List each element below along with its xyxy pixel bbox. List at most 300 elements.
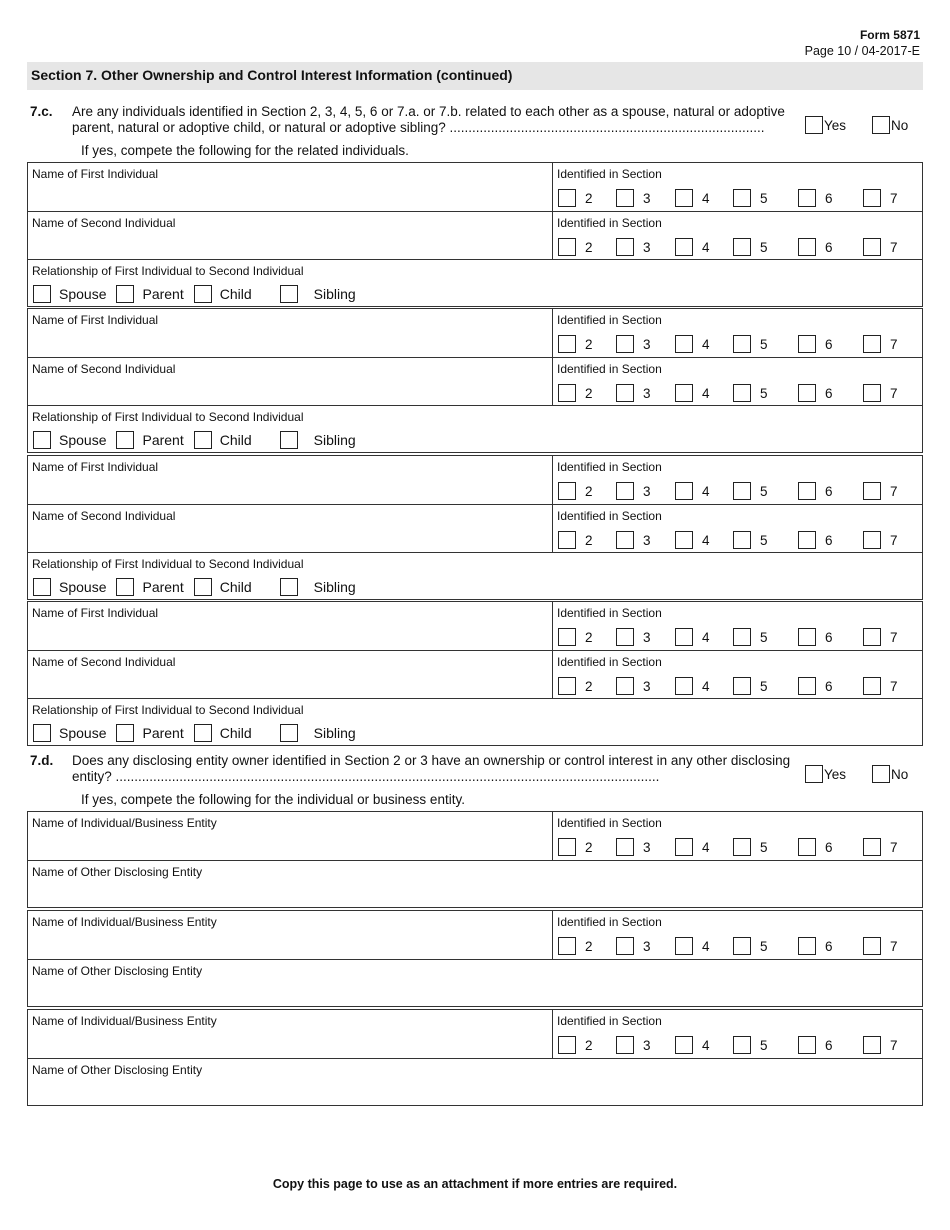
section-5-checkbox[interactable] [733,189,751,207]
identified-in-section-field [552,911,922,959]
field-label: Identified in Section [557,313,662,327]
other-entity-row [28,1058,922,1105]
option-label: 6 [825,483,833,499]
option-label: 4 [702,385,710,401]
section-7-checkbox[interactable] [863,531,881,549]
option-label: 2 [585,483,593,499]
sibling-checkbox[interactable] [280,724,298,742]
section-option-3 [616,189,651,207]
section-option-5 [733,628,768,646]
first-individual-name-field[interactable] [28,163,552,211]
section-option-4 [675,628,710,646]
field-label: Name of First Individual [32,606,159,620]
yes-label: Yes [824,117,847,133]
option-label: 2 [585,239,593,255]
section-3-checkbox[interactable] [616,1036,634,1054]
field-label: Identified in Section [557,915,662,929]
option-label: 4 [702,629,710,645]
first-individual-row [28,602,922,650]
parent-checkbox[interactable] [116,724,134,742]
child-checkbox[interactable] [194,431,212,449]
section-2-checkbox[interactable] [558,1036,576,1054]
section-option-5 [733,238,768,256]
first-individual-row [28,163,922,211]
related-individuals-group-2 [27,308,923,453]
relationship-field [28,406,922,452]
section-4-checkbox[interactable] [675,838,693,856]
section-option-5 [733,937,768,955]
section-4-checkbox[interactable] [675,482,693,500]
option-label: 3 [643,532,651,548]
field-label: Name of Second Individual [32,216,176,230]
question-7d-instruction: If yes, compete the following for the individual or business entity. [81,792,465,807]
section-3-checkbox[interactable] [616,677,634,695]
option-label: Child [219,432,252,448]
section-option-4 [675,1036,710,1054]
option-label: 4 [702,336,710,352]
section-4-checkbox[interactable] [675,937,693,955]
section-6-checkbox[interactable] [798,335,816,353]
section-2-checkbox[interactable] [558,189,576,207]
section-option-6 [798,384,833,402]
section-7-checkbox[interactable] [863,335,881,353]
option-label: 6 [825,190,833,206]
section-7-checkbox[interactable] [863,189,881,207]
section-4-checkbox[interactable] [675,238,693,256]
option-label: 6 [825,1037,833,1053]
second-individual-row [28,211,922,259]
entity-name-field[interactable] [28,1010,552,1058]
option-label: 4 [702,839,710,855]
option-label: 3 [643,1037,651,1053]
option-label: Sibling [313,286,356,302]
option-label: 5 [760,483,768,499]
section-3-checkbox[interactable] [616,628,634,646]
identified-in-section-field [552,309,922,357]
section-option-3 [616,1036,651,1054]
option-label: 7 [890,839,898,855]
yes-label: Yes [824,766,847,782]
option-label: 7 [890,336,898,352]
field-label: Identified in Section [557,816,662,830]
section-option-2 [558,628,593,646]
section-option-7 [863,189,898,207]
option-label: 7 [890,629,898,645]
sibling-checkbox[interactable] [280,578,298,596]
option-label: 5 [760,629,768,645]
section-2-checkbox[interactable] [558,335,576,353]
other-disclosing-entity-field[interactable] [28,861,922,907]
relationship-parent [116,285,183,303]
entity-name-field[interactable] [28,911,552,959]
section-option-4 [675,335,710,353]
section-7-checkbox[interactable] [863,238,881,256]
option-label: 3 [643,190,651,206]
section-5-checkbox[interactable] [733,838,751,856]
entity-row [28,812,922,860]
field-label: Identified in Section [557,1014,662,1028]
field-label: Name of Other Disclosing Entity [32,964,203,978]
option-label: Sibling [313,725,356,741]
form-number: Form 5871 [859,28,920,42]
relationship-row [28,698,922,745]
field-label: Relationship of First Individual to Second Individual [32,557,304,571]
section-7-checkbox[interactable] [863,384,881,402]
identified-in-section-field [552,505,922,552]
footer-note: Copy this page to use as an attachment if more entries are required. [272,1177,678,1191]
identified-in-section-field [552,358,922,405]
option-label: Parent [142,286,184,302]
section-option-2 [558,531,593,549]
section-option-6 [798,677,833,695]
second-individual-row [28,357,922,405]
section-option-3 [616,677,651,695]
option-label: 2 [585,1037,593,1053]
relationship-parent [116,431,183,449]
option-label: 6 [825,938,833,954]
option-label: 5 [760,385,768,401]
option-label: Sibling [313,432,356,448]
section-option-2 [558,189,593,207]
relationship-field [28,699,922,745]
section-5-checkbox[interactable] [733,238,751,256]
section-7-checkbox[interactable] [863,937,881,955]
disclosing-entity-group-3 [27,1009,923,1106]
question-7c-no [872,116,908,134]
option-label: 2 [585,190,593,206]
option-label: 7 [890,678,898,694]
field-label: Name of First Individual [32,460,159,474]
section-option-2 [558,335,593,353]
relationship-sibling [280,431,356,449]
section-option-7 [863,384,898,402]
section-3-checkbox[interactable] [616,238,634,256]
second-individual-row [28,504,922,552]
relationship-row [28,259,922,306]
option-label: Spouse [59,432,107,448]
spouse-checkbox[interactable] [33,431,51,449]
section-2-checkbox[interactable] [558,531,576,549]
field-label: Name of Second Individual [32,509,176,523]
field-label: Identified in Section [557,362,662,376]
relationship-spouse [33,724,106,742]
option-label: 7 [890,938,898,954]
field-label: Name of Second Individual [32,655,176,669]
section-3-checkbox[interactable] [616,838,634,856]
section-3-checkbox[interactable] [616,335,634,353]
option-label: 6 [825,336,833,352]
section-option-5 [733,189,768,207]
section-7-checkbox[interactable] [863,838,881,856]
field-label: Identified in Section [557,167,662,181]
section-7-checkbox[interactable] [863,677,881,695]
sibling-checkbox[interactable] [280,431,298,449]
section-6-checkbox[interactable] [798,531,816,549]
field-label: Name of Other Disclosing Entity [32,1063,203,1077]
section-6-checkbox[interactable] [798,1036,816,1054]
section-option-3 [616,238,651,256]
option-label: Child [219,286,252,302]
section-option-6 [798,937,833,955]
spouse-checkbox[interactable] [33,285,51,303]
section-option-6 [798,335,833,353]
section-2-checkbox[interactable] [558,628,576,646]
section-4-checkbox[interactable] [675,677,693,695]
question-7c [30,104,923,144]
option-label: 4 [702,532,710,548]
section-5-checkbox[interactable] [733,335,751,353]
option-label: 5 [760,532,768,548]
option-label: 6 [825,629,833,645]
second-individual-name-field[interactable] [28,212,552,259]
option-label: 2 [585,938,593,954]
question-7c-number: 7.c. [30,104,53,119]
section-3-checkbox[interactable] [616,937,634,955]
section-2-checkbox[interactable] [558,482,576,500]
page-number: Page 10 / 04-2017-E [804,44,920,58]
section-option-5 [733,482,768,500]
field-label: Name of Individual/Business Entity [32,816,217,830]
section-option-7 [863,628,898,646]
section-option-5 [733,1036,768,1054]
no-label: No [891,117,909,133]
section-option-3 [616,482,651,500]
other-entity-row [28,860,922,907]
identified-in-section-field [552,1010,922,1058]
relationship-spouse [33,578,106,596]
section-option-2 [558,1036,593,1054]
relationship-row [28,552,922,599]
option-label: Parent [142,725,184,741]
section-option-3 [616,335,651,353]
identified-in-section-field [552,812,922,860]
section-option-5 [733,335,768,353]
section-4-checkbox[interactable] [675,531,693,549]
option-label: Spouse [59,725,107,741]
field-label: Identified in Section [557,655,662,669]
section-7-checkbox[interactable] [863,482,881,500]
option-label: 4 [702,239,710,255]
section-2-checkbox[interactable] [558,937,576,955]
second-individual-name-field[interactable] [28,358,552,405]
relationship-sibling [280,285,356,303]
option-label: 3 [643,385,651,401]
section-5-checkbox[interactable] [733,531,751,549]
section-3-checkbox[interactable] [616,531,634,549]
question-7c-yes [805,116,846,134]
spouse-checkbox[interactable] [33,724,51,742]
section-5-checkbox[interactable] [733,384,751,402]
identified-in-section-field [552,456,922,504]
relationship-child [194,578,252,596]
option-label: 3 [643,483,651,499]
section-option-2 [558,238,593,256]
section-option-6 [798,531,833,549]
section-option-4 [675,238,710,256]
section-4-checkbox[interactable] [675,189,693,207]
section-option-4 [675,482,710,500]
related-individuals-group-3 [27,455,923,600]
section-3-checkbox[interactable] [616,482,634,500]
child-checkbox[interactable] [194,285,212,303]
field-label: Name of First Individual [32,313,159,327]
disclosing-entity-group-2 [27,910,923,1007]
relationship-sibling [280,724,356,742]
section-7-checkbox[interactable] [863,1036,881,1054]
section-option-3 [616,384,651,402]
option-label: 6 [825,678,833,694]
relationship-parent [116,578,183,596]
second-individual-name-field[interactable] [28,651,552,698]
section-6-checkbox[interactable] [798,189,816,207]
section-2-checkbox[interactable] [558,677,576,695]
entity-row [28,911,922,959]
section-6-checkbox[interactable] [798,482,816,500]
option-label: 5 [760,239,768,255]
section-option-6 [798,838,833,856]
section-5-checkbox[interactable] [733,1036,751,1054]
section-5-checkbox[interactable] [733,677,751,695]
option-label: 7 [890,532,898,548]
section-4-checkbox[interactable] [675,335,693,353]
option-label: 5 [760,1037,768,1053]
option-label: 7 [890,190,898,206]
child-checkbox[interactable] [194,724,212,742]
section-7-checkbox[interactable] [863,628,881,646]
option-label: Parent [142,579,184,595]
spouse-checkbox[interactable] [33,578,51,596]
section-5-checkbox[interactable] [733,628,751,646]
option-label: 4 [702,1037,710,1053]
section-option-6 [798,482,833,500]
second-individual-row [28,650,922,698]
question-7d-number: 7.d. [30,753,54,768]
section-6-checkbox[interactable] [798,677,816,695]
option-label: 5 [760,839,768,855]
relationship-options [33,431,366,449]
option-label: 2 [585,385,593,401]
relationship-child [194,431,252,449]
parent-checkbox[interactable] [116,431,134,449]
option-label: 6 [825,239,833,255]
identified-in-section-field [552,651,922,698]
section-option-6 [798,1036,833,1054]
no-label: No [891,766,909,782]
option-label: 2 [585,678,593,694]
section-option-4 [675,531,710,549]
section-option-7 [863,838,898,856]
first-individual-name-field[interactable] [28,309,552,357]
option-label: 6 [825,385,833,401]
section-option-6 [798,189,833,207]
child-checkbox[interactable] [194,578,212,596]
identified-in-section-field [552,212,922,259]
option-label: 7 [890,1037,898,1053]
option-label: 5 [760,190,768,206]
section-option-7 [863,482,898,500]
section-3-checkbox[interactable] [616,384,634,402]
identified-in-section-field [552,602,922,650]
first-individual-name-field[interactable] [28,456,552,504]
section-6-checkbox[interactable] [798,937,816,955]
section-5-checkbox[interactable] [733,482,751,500]
section-option-2 [558,838,593,856]
parent-checkbox[interactable] [116,578,134,596]
option-label: 4 [702,938,710,954]
form-identifier [805,27,920,59]
section-6-checkbox[interactable] [798,628,816,646]
yes-checkbox[interactable] [805,765,823,783]
section-title: Section 7. Other Ownership and Control Interest Information (continued) [27,62,923,90]
section-2-checkbox[interactable] [558,384,576,402]
option-label: 7 [890,483,898,499]
section-option-7 [863,335,898,353]
other-disclosing-entity-field[interactable] [28,1059,922,1105]
option-label: 2 [585,532,593,548]
field-label: Name of First Individual [32,167,159,181]
entity-name-field[interactable] [28,812,552,860]
section-6-checkbox[interactable] [798,838,816,856]
option-label: 2 [585,629,593,645]
no-checkbox[interactable] [872,116,890,134]
section-option-4 [675,189,710,207]
relationship-parent [116,724,183,742]
no-checkbox[interactable] [872,765,890,783]
first-individual-row [28,456,922,504]
field-label: Identified in Section [557,460,662,474]
other-disclosing-entity-field[interactable] [28,960,922,1006]
option-label: Spouse [59,579,107,595]
option-label: 4 [702,483,710,499]
section-4-checkbox[interactable] [675,384,693,402]
relationship-field [28,553,922,599]
yes-checkbox[interactable] [805,116,823,134]
section-6-checkbox[interactable] [798,384,816,402]
parent-checkbox[interactable] [116,285,134,303]
sibling-checkbox[interactable] [280,285,298,303]
section-option-4 [675,677,710,695]
question-7d [30,753,923,793]
relationship-sibling [280,578,356,596]
field-label: Name of Other Disclosing Entity [32,865,203,879]
entity-row [28,1010,922,1058]
relationship-child [194,724,252,742]
disclosing-entity-group-1 [27,811,923,908]
field-label: Relationship of First Individual to Second Individual [32,703,304,717]
relationship-options [33,578,366,596]
first-individual-name-field[interactable] [28,602,552,650]
relationship-options [33,285,366,303]
section-option-7 [863,677,898,695]
section-2-checkbox[interactable] [558,238,576,256]
section-6-checkbox[interactable] [798,238,816,256]
section-5-checkbox[interactable] [733,937,751,955]
option-label: 5 [760,678,768,694]
section-4-checkbox[interactable] [675,1036,693,1054]
option-label: 3 [643,239,651,255]
section-4-checkbox[interactable] [675,628,693,646]
field-label: Identified in Section [557,606,662,620]
relationship-field [28,260,922,306]
option-label: 3 [643,839,651,855]
section-2-checkbox[interactable] [558,838,576,856]
identified-in-section-field [552,163,922,211]
section-3-checkbox[interactable] [616,189,634,207]
option-label: 5 [760,938,768,954]
second-individual-name-field[interactable] [28,505,552,552]
section-option-7 [863,937,898,955]
option-label: 7 [890,385,898,401]
